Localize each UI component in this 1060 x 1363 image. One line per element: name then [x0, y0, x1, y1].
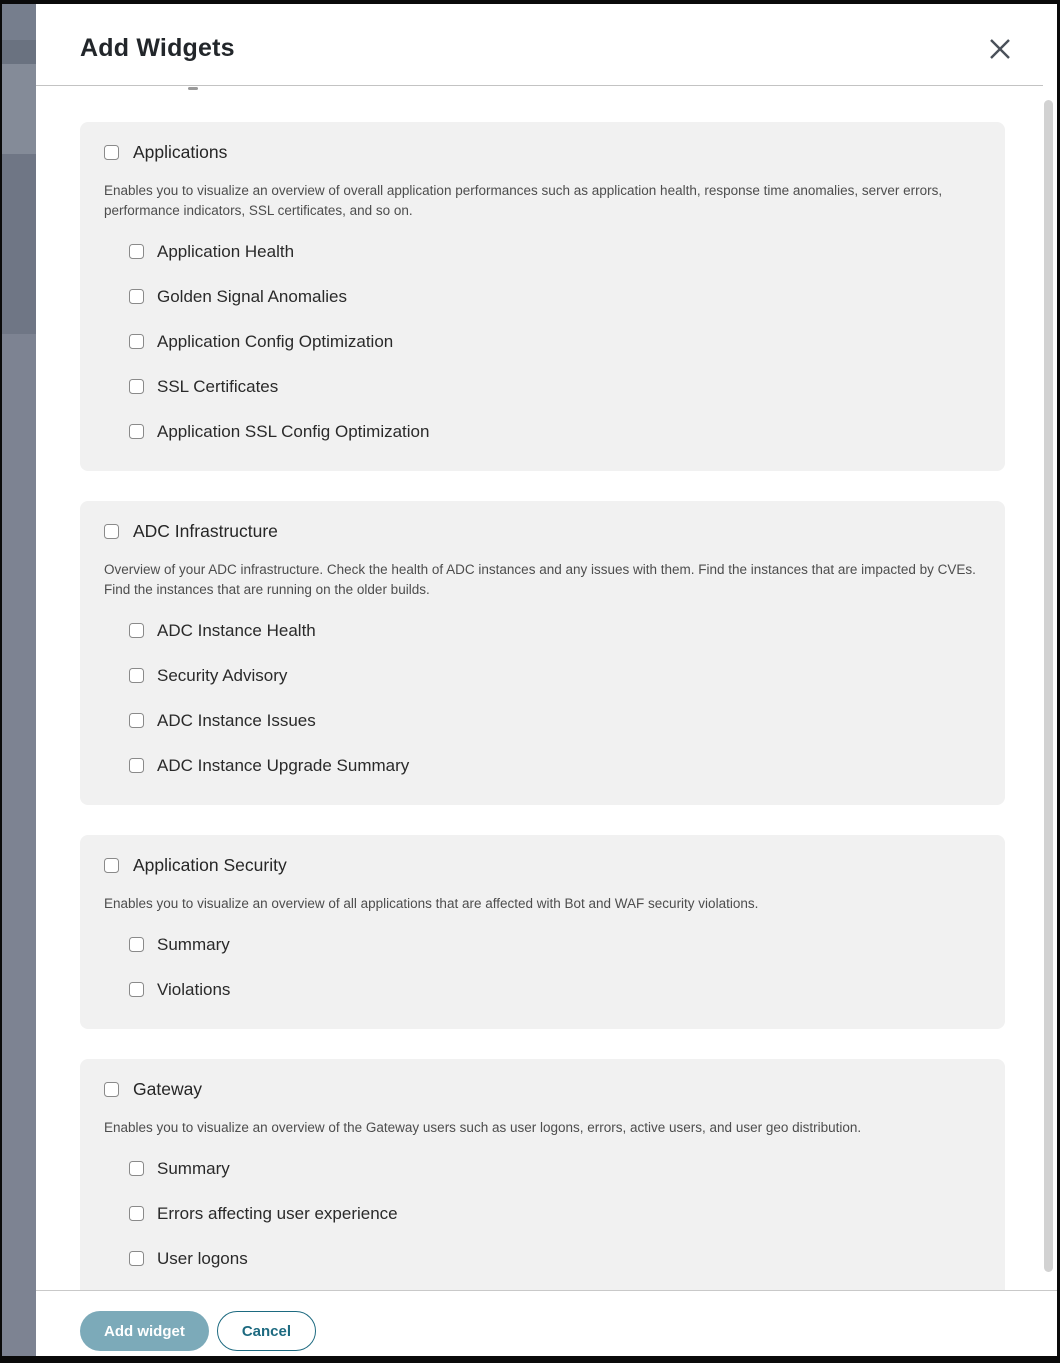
modal-header: [36, 4, 1057, 86]
widget-item-row: [104, 409, 981, 454]
category-title-row: [104, 140, 981, 164]
widget-checkbox[interactable]: [129, 713, 144, 728]
widget-checkbox[interactable]: [129, 937, 144, 952]
widget-item-list: [104, 229, 981, 454]
scrolled-content-artifact: [188, 87, 198, 90]
category-description: Enables you to visualize an overview of overall application performances such as application health, response time anomalies, server errors, performance indicators, SSL certificates, and so on.: [104, 183, 943, 218]
widget-checkbox[interactable]: [129, 244, 144, 259]
widget-checkbox[interactable]: [129, 982, 144, 997]
background-sidebar: [2, 4, 36, 1356]
category-checkbox[interactable]: [104, 145, 119, 160]
category-checkbox[interactable]: [104, 1082, 119, 1097]
widget-checkbox[interactable]: [129, 668, 144, 683]
widget-checkbox[interactable]: [129, 334, 144, 349]
widget-category-card: [80, 835, 1005, 1029]
widget-sections-scroll-area[interactable]: [36, 86, 1057, 1290]
widget-item-row: [104, 274, 981, 319]
modal-title: Add Widgets: [80, 34, 235, 62]
category-description: Enables you to visualize an overview of the Gateway users such as user logons, errors, active users, and user geo distribution.: [104, 1120, 862, 1135]
widget-item-row: [104, 967, 981, 1012]
widget-item-row: [104, 1236, 981, 1281]
category-title-row: [104, 853, 981, 877]
widget-checkbox[interactable]: [129, 623, 144, 638]
scrollbar-thumb[interactable]: [1044, 100, 1053, 1272]
widget-checkbox[interactable]: [129, 379, 144, 394]
widget-item-list: [104, 1146, 981, 1281]
add-widget-button[interactable]: Add widget: [80, 1311, 209, 1351]
sidebar-segment: [2, 64, 36, 154]
category-label: ADC Infrastructure: [133, 520, 278, 541]
widget-item-row: [104, 1146, 981, 1191]
widget-label: ADC Instance Health: [157, 620, 316, 640]
widget-label: User logons: [157, 1248, 248, 1268]
widget-checkbox[interactable]: [129, 1206, 144, 1221]
sidebar-segment: [2, 154, 36, 334]
widget-item-row: [104, 922, 981, 967]
widget-label: Application SSL Config Optimization: [157, 421, 430, 441]
add-widgets-modal: [36, 4, 1057, 1356]
widget-item-row: [104, 364, 981, 409]
sidebar-segment: [2, 40, 36, 64]
widget-category-card: [80, 1059, 1005, 1290]
widget-label: Summary: [157, 1158, 230, 1178]
category-title-row: [104, 519, 981, 543]
widget-category-card: [80, 501, 1005, 805]
category-title-row: [104, 1077, 981, 1101]
close-icon: [987, 36, 1013, 62]
category-description: Enables you to visualize an overview of all applications that are affected with Bot and WAF security violations.: [104, 896, 759, 911]
widget-category-card: [80, 122, 1005, 471]
cancel-button[interactable]: Cancel: [217, 1311, 316, 1351]
category-label: Application Security: [133, 854, 287, 875]
widget-checkbox[interactable]: [129, 1161, 144, 1176]
widget-label: Application Config Optimization: [157, 331, 394, 351]
widget-label: Violations: [157, 979, 231, 999]
widget-item-row: [104, 1191, 981, 1236]
widget-item-row: [104, 608, 981, 653]
category-label: Gateway: [133, 1078, 203, 1099]
widget-item-list: [104, 608, 981, 788]
widget-item-list: [104, 922, 981, 1012]
widget-label: Summary: [157, 934, 230, 954]
widget-item-row: [104, 698, 981, 743]
widget-item-row: [104, 653, 981, 698]
widget-label: Golden Signal Anomalies: [157, 286, 347, 306]
widget-checkbox[interactable]: [129, 758, 144, 773]
widget-checkbox[interactable]: [129, 1251, 144, 1266]
widget-item-row: [104, 743, 981, 788]
category-label: Applications: [133, 141, 228, 162]
widget-checkbox[interactable]: [129, 289, 144, 304]
widget-label: SSL Certificates: [157, 376, 279, 396]
widget-label: Application Health: [157, 241, 295, 261]
modal-footer: [36, 1290, 1057, 1356]
widget-label: Security Advisory: [157, 665, 288, 685]
widget-item-row: [104, 319, 981, 364]
widget-label: ADC Instance Upgrade Summary: [157, 755, 410, 775]
category-checkbox[interactable]: [104, 524, 119, 539]
close-button[interactable]: [985, 35, 1015, 65]
widget-label: Errors affecting user experience: [157, 1203, 398, 1223]
widget-label: ADC Instance Issues: [157, 710, 316, 730]
header-divider: [36, 85, 1043, 86]
app-viewport: [2, 4, 1057, 1356]
widget-checkbox[interactable]: [129, 424, 144, 439]
sidebar-segment: [2, 4, 36, 40]
category-description: Overview of your ADC infrastructure. Check the health of ADC instances and any issues with them. Find the instances that are impacted by CVEs. Find the instances that are running on the older builds.: [104, 562, 976, 597]
widget-item-row: [104, 229, 981, 274]
sidebar-segment: [2, 334, 36, 1356]
category-checkbox[interactable]: [104, 858, 119, 873]
